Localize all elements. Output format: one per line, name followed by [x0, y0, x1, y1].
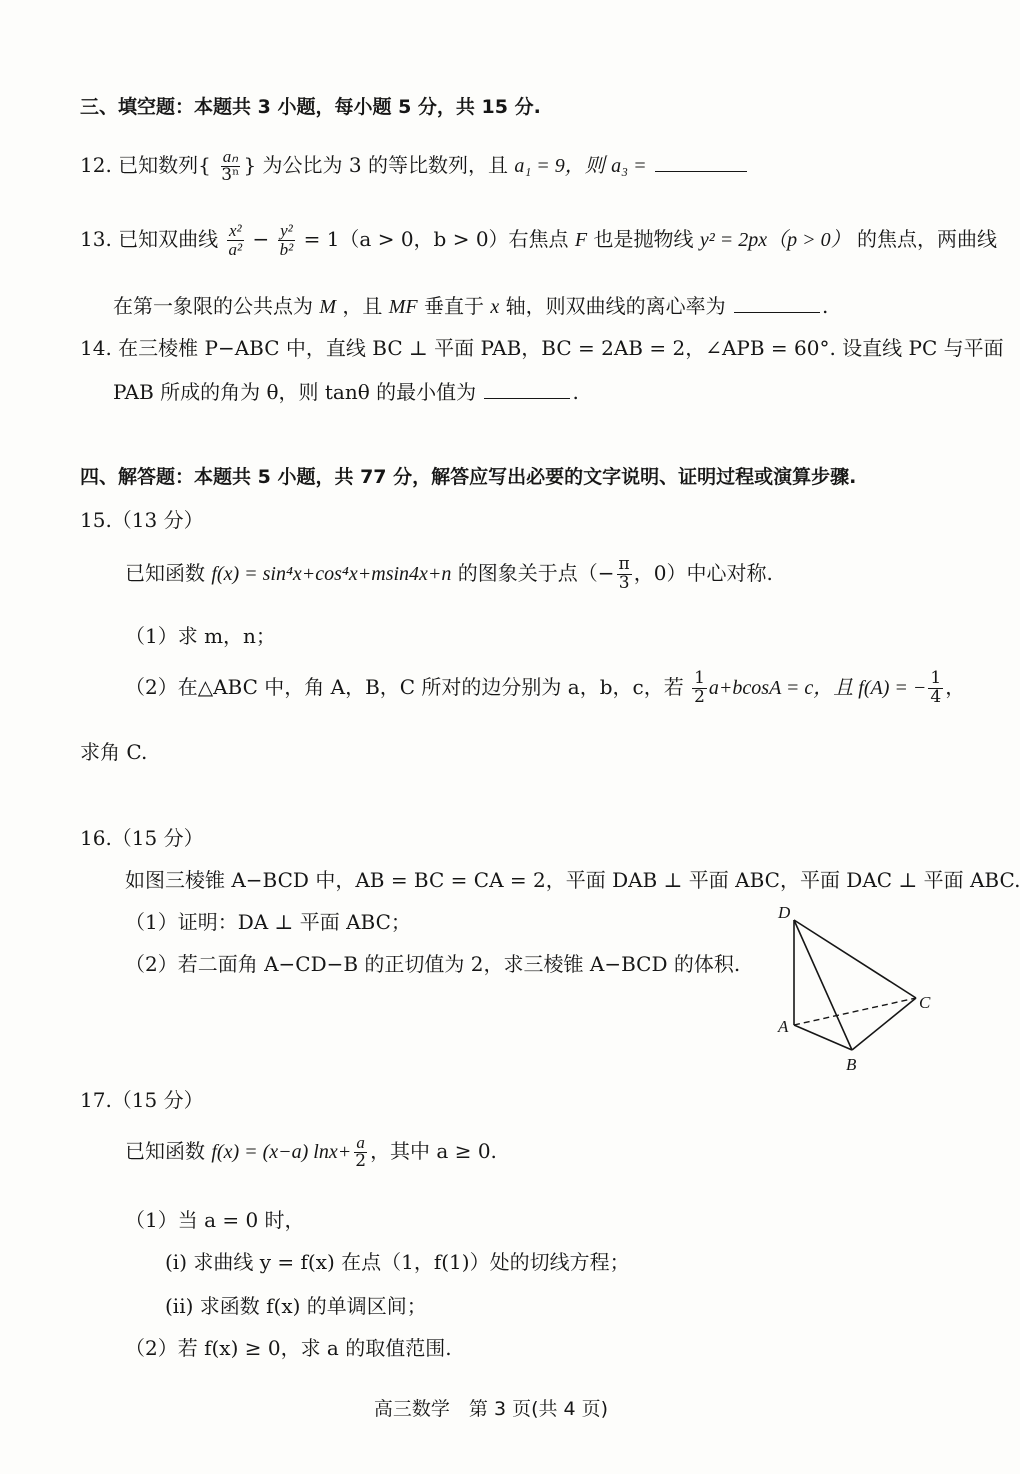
q13-point-m: M: [319, 296, 337, 318]
q13-text-2: = 1（a > 0，b > 0）右焦点: [303, 226, 569, 251]
q17-header: 17.（15 分）: [80, 1088, 204, 1112]
q15-stem-b: 的图象关于点（−: [457, 560, 615, 585]
q16-header: 16.（15 分）: [80, 826, 204, 850]
q12-frac-num: aₙ: [222, 147, 238, 166]
q17-stem-a: 已知函数: [125, 1138, 205, 1163]
q13-fraction-y: [278, 222, 296, 259]
q15-part-2-line-2: 求角 C.: [80, 740, 148, 764]
q15-pi-fraction: [617, 556, 632, 593]
q12-number: 12.: [80, 152, 112, 177]
vertex-label-a: A: [778, 1017, 789, 1036]
q12-text-1: 已知数列: [118, 152, 199, 177]
q13-axis-x: x: [490, 296, 500, 318]
q13-text-4: 的焦点，两曲线: [856, 226, 997, 251]
q15-p2-c: ，: [945, 674, 966, 699]
q15-pi-num: π: [618, 554, 630, 574]
q13-fx-den: a²: [228, 239, 243, 259]
q15-header: 15.（13 分）: [80, 508, 204, 532]
q13-text-3: 也是抛物线: [593, 226, 694, 251]
q15-half-fraction: [692, 670, 707, 707]
q12-text-3: a₁ = 9，则: [514, 154, 605, 177]
q15-half-den: 2: [694, 686, 705, 707]
q15-part-1: （1）求 m，n；: [125, 624, 276, 648]
q13-line2-b: ，且: [342, 294, 383, 318]
q12-text-4: a₃ =: [611, 154, 647, 177]
q17-a-num: a: [356, 1133, 365, 1152]
q13-fraction-x: [227, 222, 245, 259]
q17-stem-b: ，其中 a ≥ 0.: [370, 1138, 497, 1163]
q13-line2-d: 轴，则双曲线的离心率为: [505, 294, 726, 318]
q16-stem: 如图三棱锥 A−BCD 中，AB = BC = CA = 2，平面 DAB ⊥ 平面 ABC，平面 DAC ⊥ 平面 ABC.: [125, 868, 1020, 892]
question-12: 12. 已知数列{ $\frac{\text{aₙ}}{\text{3ⁿ}}$ } 为公比为 3 的等比数列，且 a₁ = 9，则 a₃ =: [80, 148, 749, 185]
q16-part-2: （2）若二面角 A−CD−B 的正切值为 2，求三棱锥 A−BCD 的体积.: [125, 952, 741, 976]
q15-pi-den: 3: [618, 572, 630, 593]
q12-frac-den: 3ⁿ: [221, 164, 240, 185]
vertex-label-c: C: [919, 993, 931, 1012]
q14-number: 14.: [80, 336, 112, 360]
q12-text-2: 为公比为 3 的等比数列，且: [262, 152, 508, 177]
q17-part-1: （1）当 a = 0 时，: [125, 1208, 305, 1232]
q16-part-1: （1）证明：DA ⊥ 平面 ABC；: [125, 910, 411, 934]
vertex-label-b: B: [846, 1055, 857, 1074]
q15-stem: [125, 556, 773, 593]
q17-part-1-ii: (ii) 求函数 f(x) 的单调区间；: [165, 1294, 427, 1318]
question-13-line-1: [80, 222, 997, 259]
q14-answer-blank[interactable]: [484, 397, 570, 399]
q14-line-2: PAB 所成的角为 θ，则 tanθ 的最小值为: [113, 380, 477, 404]
edge-ac-hidden: [794, 998, 916, 1025]
q16-tetrahedron-figure: [770, 900, 940, 1080]
q15-half-num: 1: [694, 668, 705, 688]
vertex-label-d: D: [778, 903, 791, 922]
q13-parabola: y² = 2px（p > 0）: [699, 228, 851, 251]
q13-number: 13.: [80, 226, 112, 251]
question-14-line-1: [80, 332, 1004, 361]
edge-db: [794, 920, 852, 1050]
q17-a-den: 2: [355, 1150, 367, 1171]
q13-segment-mf: MF: [388, 296, 418, 318]
q13-fy-num: y²: [280, 221, 293, 240]
q13-focus-f: F: [574, 228, 588, 251]
q17-function: f(x) = (x−a) lnx+: [211, 1140, 352, 1163]
q15-p2-a: （2）在△ABC 中，角 A，B，C 所对的边分别为 a，b，c，若: [125, 674, 684, 699]
q15-stem-a: 已知函数: [125, 560, 205, 585]
q15-stem-c: ，0）中心对称.: [633, 560, 773, 585]
question-13-line-2: [113, 290, 828, 319]
q17-part-1-i: (i) 求曲线 y = f(x) 在点（1，f(1)）处的切线方程；: [165, 1250, 630, 1274]
q13-fy-den: b²: [279, 239, 294, 259]
edge-bc: [852, 998, 916, 1050]
section-4-heading: 四、解答题：本题共 5 小题，共 77 分，解答应写出必要的文字说明、证明过程或演算步骤.: [80, 466, 857, 488]
q17-part-2: （2）若 f(x) ≥ 0，求 a 的取值范围.: [125, 1336, 452, 1360]
q13-line2-c: 垂直于: [424, 294, 484, 318]
q14-end: .: [572, 380, 579, 404]
page-footer: 高三数学 第 3 页(共 4 页): [373, 1398, 609, 1420]
q15-quarter-num: 1: [930, 668, 942, 688]
q15-quarter-fraction: [928, 670, 943, 707]
q13-fx-num: x²: [229, 221, 242, 240]
q15-part-2: [125, 670, 965, 707]
q15-p2-b: a+bcosA = c，且 f(A) = −: [708, 676, 927, 699]
q17-stem: [125, 1134, 497, 1171]
q13-minus: −: [252, 226, 270, 251]
q15-quarter-den: 4: [930, 686, 942, 707]
q15-function: f(x) = sin⁴x+cos⁴x+msin4x+n: [211, 562, 452, 585]
section-3-heading: 三、填空题：本题共 3 小题，每小题 5 分，共 15 分.: [80, 96, 541, 118]
edge-dc: [794, 920, 916, 998]
q13-end: .: [821, 294, 829, 318]
q13-line2-a: 在第一象限的公共点为: [113, 294, 313, 318]
q12-answer-blank[interactable]: [655, 170, 747, 172]
q17-a-fraction: [353, 1134, 368, 1171]
q14-line-1: 在三棱椎 P−ABC 中，直线 BC ⊥ 平面 PAB，BC = 2AB = 2，∠APB = 60°. 设直线 PC 与平面: [118, 336, 1004, 360]
q12-fraction: [219, 148, 241, 185]
question-14-line-2: [113, 376, 579, 405]
q13-answer-blank[interactable]: [734, 311, 820, 313]
q13-text-1: 已知双曲线: [118, 226, 219, 251]
